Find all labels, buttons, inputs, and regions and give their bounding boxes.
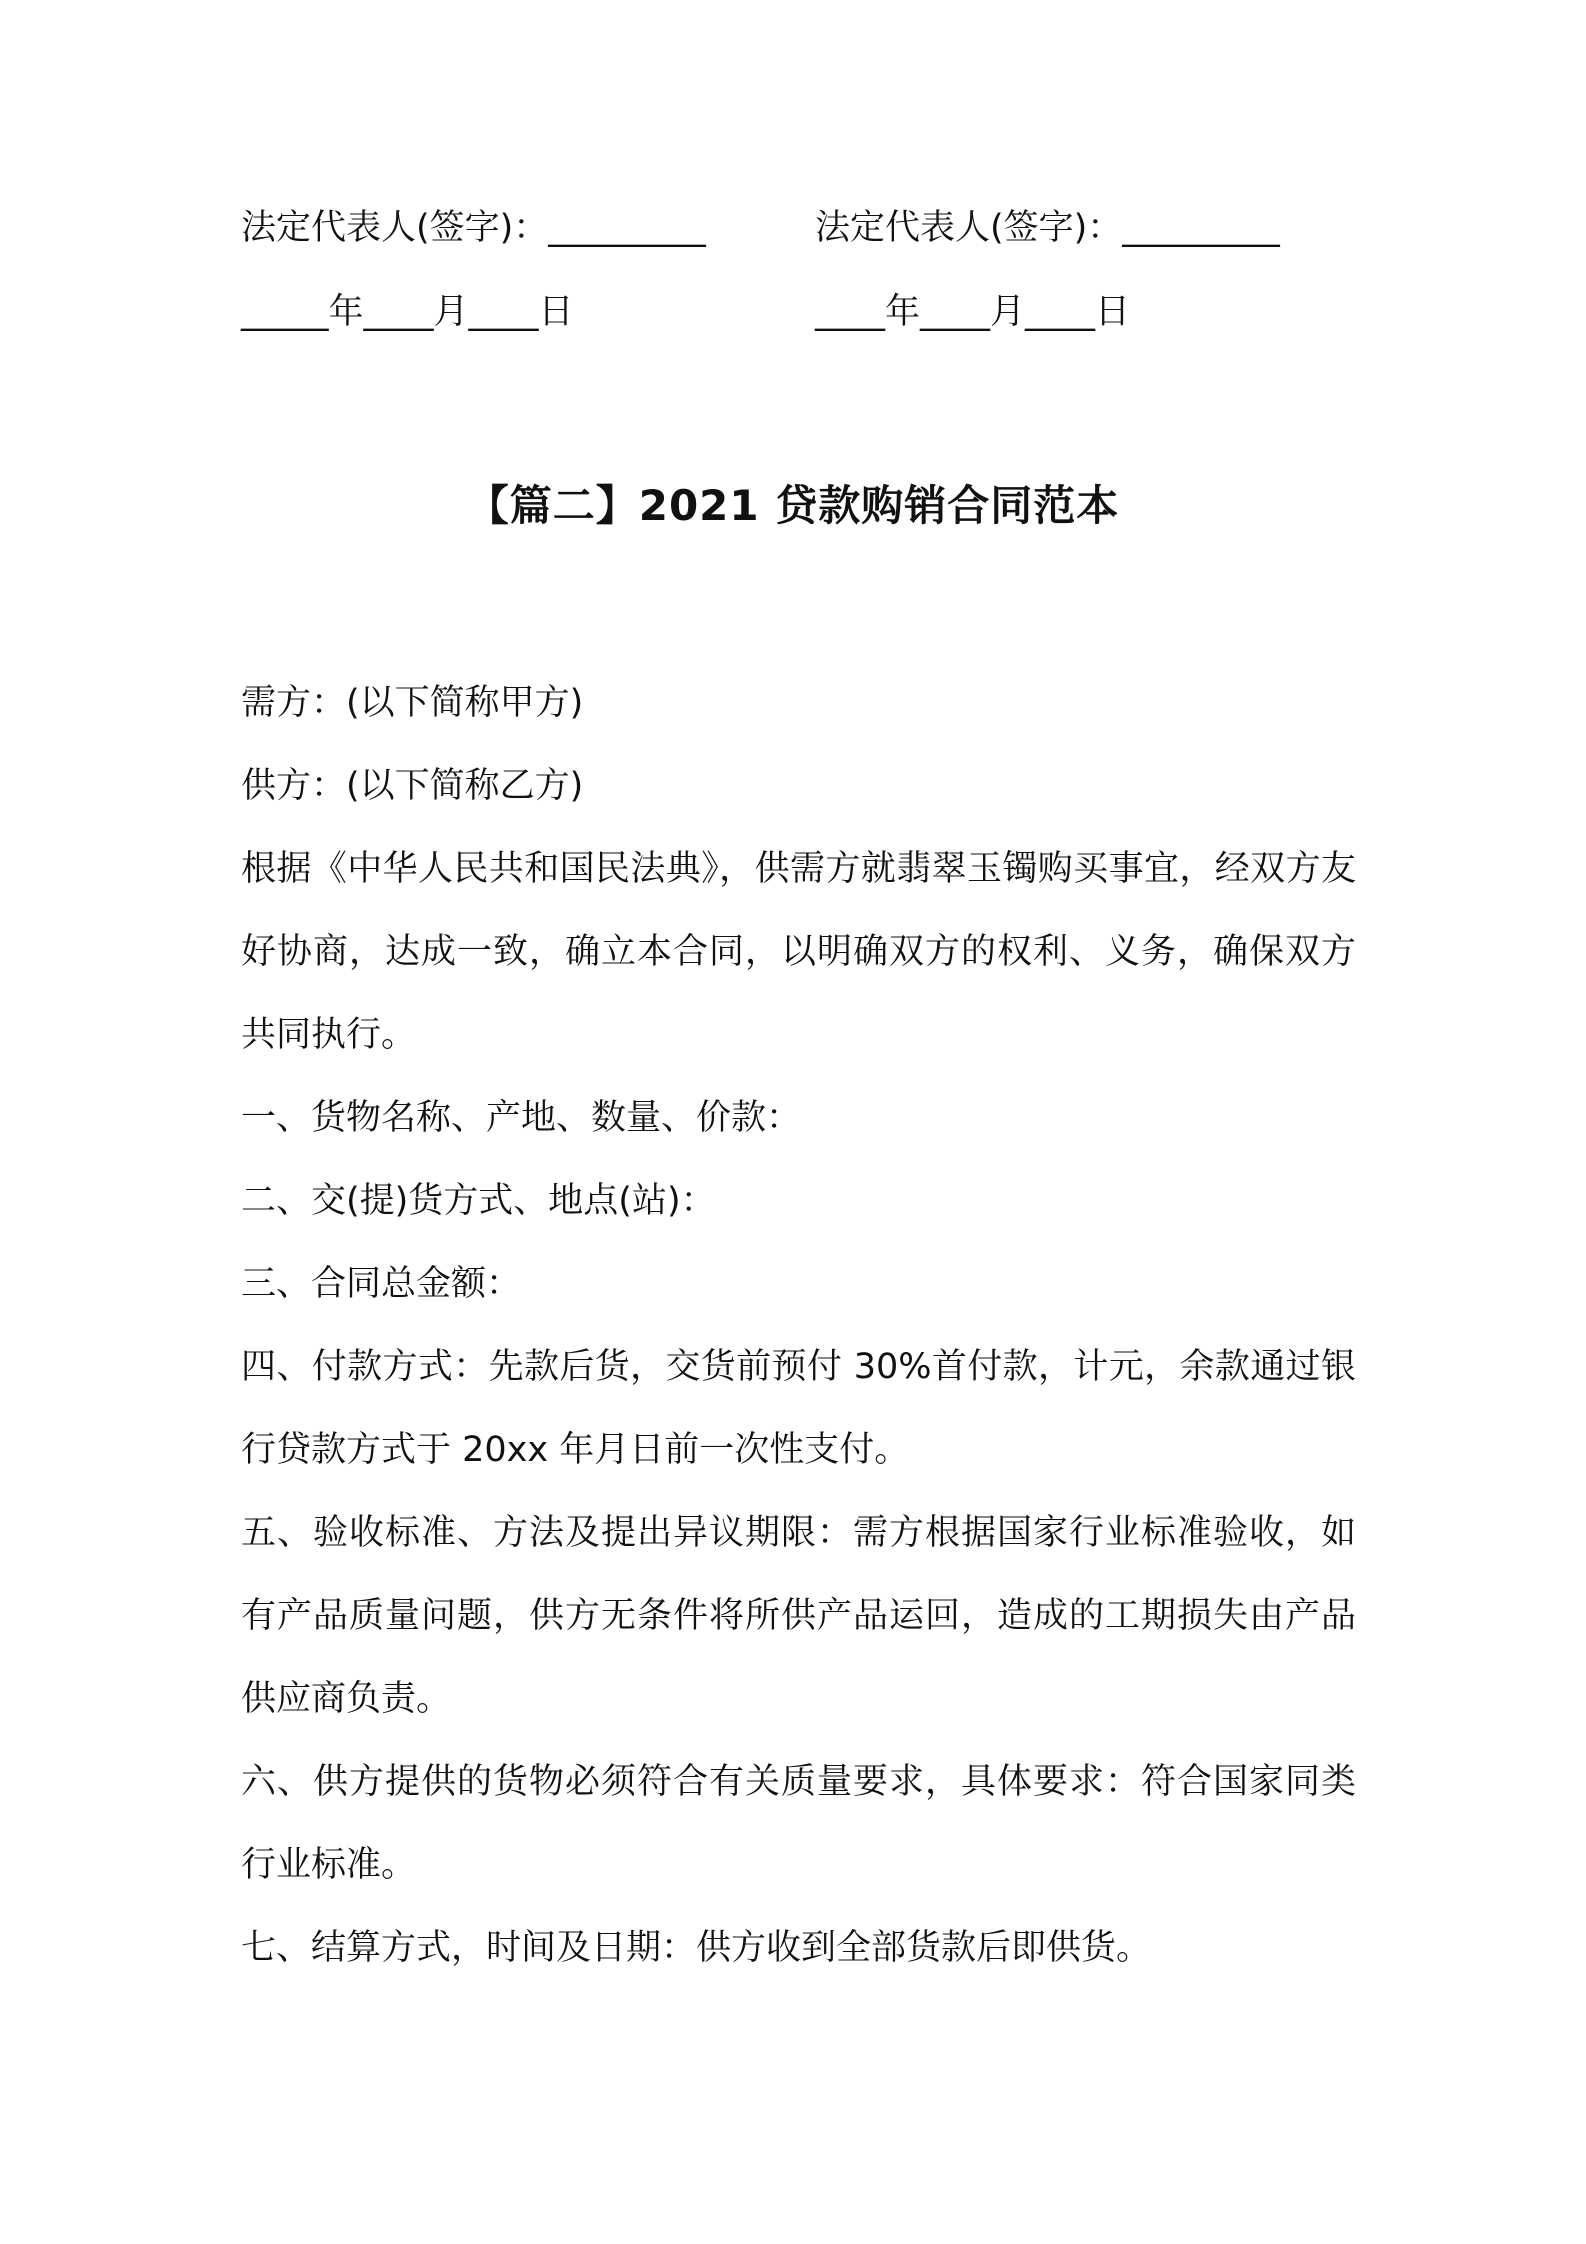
supplier-line: 供方：(以下简称乙方) xyxy=(241,766,584,806)
clause-5: 五、验收标准、方法及提出异议期限：需方根据国家行业标准验收，如有产品质量问题，供方无条件将所供产品运回，造成的工期损失由产品供应商负责。 xyxy=(241,1513,1356,1719)
clause-1: 一、货物名称、产地、数量、价款： xyxy=(241,1098,802,1138)
clause-6: 六、供方提供的货物必须符合有关质量要求，具体要求：符合国家同类行业标准。 xyxy=(241,1762,1356,1885)
clause-2: 二、交(提)货方式、地点(站)： xyxy=(241,1181,716,1221)
party-a-date: _____年____月____日 xyxy=(241,292,574,332)
buyer-line: 需方：(以下简称甲方) xyxy=(241,683,584,723)
clause-3: 三、合同总金额： xyxy=(241,1264,522,1304)
clause-4: 四、付款方式：先款后货，交货前预付 30%首付款，计元，余款通过银行贷款方式于 20xx 年月日前一次性支付。 xyxy=(241,1347,1356,1470)
party-a-representative-signature: 法定代表人(签字)：_________ xyxy=(241,208,706,248)
clause-7: 七、结算方式，时间及日期：供方收到全部货款后即供货。 xyxy=(241,1928,1152,1968)
contract-body xyxy=(241,662,1356,1990)
party-b-representative-signature: 法定代表人(签字)：_________ xyxy=(815,208,1280,248)
document-title: 【篇二】2021 贷款购销合同范本 xyxy=(466,481,1120,530)
preamble-paragraph: 根据《中华人民共和国民法典》，供需方就翡翠玉镯购买事宜，经双方友好协商，达成一致，确立本合同，以明确双方的权利、义务，确保双方共同执行。 xyxy=(241,849,1356,1055)
party-b-date: ____年____月____日 xyxy=(815,292,1131,332)
